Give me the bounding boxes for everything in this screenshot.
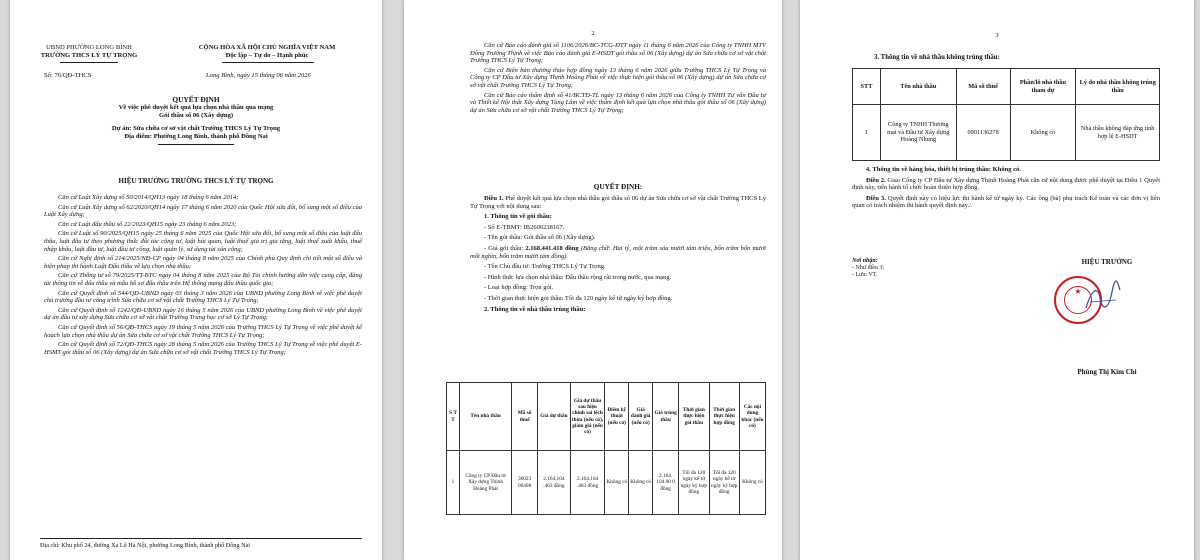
articles-block xyxy=(852,166,1160,210)
authority-line: HIỆU TRƯỞNG TRƯỜNG THCS LÝ TỰ TRỌNG xyxy=(118,177,274,185)
page-number: 3 xyxy=(995,32,999,39)
document-page-2 xyxy=(404,0,782,560)
table-header-row xyxy=(853,69,1160,105)
agency-header xyxy=(24,44,154,60)
agency-line-1: UBND PHƯỜNG LONG BÌNH xyxy=(46,44,132,51)
legal-basis: Căn cứ Luật đấu thầu số 22/2023/QH15 ngày 23 tháng 6 năm 2023; xyxy=(58,220,237,228)
decision-title: QUYẾT ĐỊNH xyxy=(172,95,220,104)
legal-basis: Căn cứ Quyết định số 544/QĐ-UBND ngày 03 tháng 3 năm 2026 của UBND phường Long Bình về việc phê duyệt chủ trương đầu tư công trình Sửa chữa cơ sở vật chất Trường THCS Lý Tự Trọng; xyxy=(44,289,362,305)
legal-basis: Căn cứ Báo cáo đánh giá số 1106/2026/BC-TCG-ĐTT ngày 11 tháng 6 năm 2026 của Công ty TNHH MTV Đông Trường Thịnh về việc Báo cáo đánh giá E-HSDT gói thầu số 06 (Xây dựng) dự án Sửa chữa cơ sở vật chất Trường THCS Lý Tự Trọng; xyxy=(470,42,766,65)
national-line-1: CỘNG HÒA XÃ HỘI CHỦ NGHĨA VIỆT NAM xyxy=(198,44,336,51)
legal-basis: Căn cứ Luật Xây dựng số 62/2020/QH14 ngày 17 tháng 6 năm 2020 của Quốc Hội sửa đổi, bổ sung một số điều của Luật Xây dựng; xyxy=(44,203,362,219)
table-cell: Không có xyxy=(1010,105,1076,161)
legal-basis: Căn cứ Nghị định số 214/2025/NĐ-CP ngày 04 tháng 8 năm 2025 của Chính phủ Quy định chi tiết một số điều và biện pháp thi hành Luật Đấu thầu về lựa chọn nhà thầu; xyxy=(44,255,362,270)
table-cell: Công ty CP Đầu tư Xây dựng Thịnh Hoàng Phát xyxy=(460,451,512,515)
table-cell: Tối đa 120 ngày kể từ ngày ký hợp đồng xyxy=(679,451,709,515)
national-underline xyxy=(222,62,314,63)
package-method: - Hình thức lựa chọn nhà thầu: Đấu thầu rộng rãi trong nước, qua mạng. xyxy=(484,273,672,281)
section-1-title: 1. Thông tin về gói thầu: xyxy=(484,213,552,221)
agency-underline xyxy=(60,62,118,63)
table-header: Điểm kỹ thuật (nếu có) xyxy=(605,383,629,451)
table-cell: 2.164.104 .463 đồng xyxy=(538,451,571,515)
footer-address: Địa chỉ: Khu phố 24, đường Xa Lộ Hà Nội, phường Long Bình, thành phố Đồng Nai xyxy=(40,542,251,549)
article-3-text: Quyết định này có hiệu lực thi hành kể từ ngày ký. Các ông (bà) phụ trách Kế toán và các đơn vị liên quan có trách nhiệm thi hành quyết định này./. xyxy=(852,194,1160,210)
package-name: - Tên gói thầu: Gói thầu số 06 (Xây dựng). xyxy=(484,234,596,242)
package-tbmt: - Số E-TBMT: IB2600238167. xyxy=(484,223,565,231)
footer-rule xyxy=(40,538,362,539)
table-cell: Nhà thầu không đáp ứng tính hợp lệ E-HSDT xyxy=(1076,105,1160,161)
article-1-label: Điều 1. xyxy=(484,195,504,202)
table-cell: Không có xyxy=(739,451,765,515)
legal-basis: Căn cứ Luật Xây dựng số 50/2014/QH13 ngày 18 tháng 6 năm 2014; xyxy=(58,194,239,201)
package-contract-type: - Loại hợp đồng: Trọn gói. xyxy=(484,284,554,292)
losing-bidder-table xyxy=(852,68,1160,161)
table-header: Phần/lô nhà thầu tham dự xyxy=(1010,69,1076,105)
table-header: S T T xyxy=(447,383,460,451)
table-cell: Tối đa 120 ngày kể từ ngày ký hợp đồng xyxy=(709,451,739,515)
place-date: Long Bình, ngày 15 tháng 06 năm 2026 xyxy=(206,72,311,79)
signer-name: Phùng Thị Kim Chi xyxy=(1077,368,1137,376)
legal-basis: Căn cứ Thông tư số 79/2025/TT-BTC ngày 04 tháng 8 năm 2025 của Bộ Tài chính hướng dẫn việc cung cấp, đăng tải thông tin về đấu thầu và mẫu hồ sơ đấu thầu trên Hệ thống mạng đấu thầu quốc gia; xyxy=(44,272,362,287)
recipient: - Như điều 3; xyxy=(852,265,885,271)
signature-block xyxy=(1032,258,1182,408)
package-investor: - Tên Chủ đầu tư: Trường THCS Lý Tự Trọng. xyxy=(484,263,606,271)
article-3 xyxy=(852,195,1160,210)
winning-bidder-table xyxy=(446,382,766,515)
article-1 xyxy=(470,195,766,210)
table-header: Giá trúng thầu xyxy=(653,383,679,451)
table-header: Thời gian thực hiện gói thầu xyxy=(679,383,709,451)
table-header: Mã số thuế xyxy=(512,383,538,451)
table-cell: 1 xyxy=(853,105,881,161)
table-header: Tên nhà thầu xyxy=(460,383,512,451)
table-cell: Không có xyxy=(605,451,629,515)
table-cell: Không có xyxy=(629,451,653,515)
document-number: Số: 76/QĐ-THCS xyxy=(44,72,92,79)
signer-title: HIỆU TRƯỞNG xyxy=(1081,258,1133,266)
table-cell: Công ty TNHH Thương mại và Đầu tư Xây dựng Hoàng Nhung xyxy=(880,105,956,161)
package-duration: - Thời gian thực hiện gói thầu: Tối đa 120 ngày kể từ ngày ký hợp đồng. xyxy=(484,294,673,302)
article-2-text: Giao Công ty CP Đầu tư Xây dựng Thịnh Hoàng Phát căn cứ nội dung được phê duyệt tại Điều 1 Quyết định này, tiến hành tổ chức hoàn thiện hợp đồng. xyxy=(852,176,1160,192)
section-3-title: 3. Thông tin về nhà thầu không trúng thầu: xyxy=(874,54,1000,61)
table-cell: 1 xyxy=(447,451,460,515)
section-2-title: 2. Thông tin về nhà thầu trúng thầu: xyxy=(484,305,586,313)
seal-star-icon: ★ xyxy=(1074,287,1082,296)
legal-basis: Căn cứ Quyết định số 1242/QĐ-UBND ngày 16 tháng 5 năm 2026 của UBND phường Long Bình về việc phê duyệt dự án đầu tư xây dựng Sửa chữa cơ sở vật chất Trường Trung học cơ sở Lý Tự Trọng; xyxy=(44,306,362,322)
national-header xyxy=(160,44,374,60)
recipients-block xyxy=(852,258,884,279)
legal-bases-list xyxy=(470,42,766,114)
article-2-label: Điều 2. xyxy=(866,176,886,184)
article-1-block xyxy=(470,195,766,313)
decision-subtitle-2: Gói thầu số 06 (Xây dựng) xyxy=(158,112,234,119)
legal-basis: Căn cứ Báo cáo thẩm định số 41/BCTĐ-TL ngày 13 tháng 6 năm 2026 của Công ty TNHH Tư vấn Đầu tư và Thiết kế Nội thất Xây dựng Tùng Lâm về việc thẩm định kết quả lựa chọn nhà thầu gói thầu số 06 (Xây dựng) dự án Sửa chữa cơ sở vật chất Trường THCS Lý Tự Trọng; xyxy=(470,91,766,114)
agency-line-2: TRƯỜNG THCS LÝ TỰ TRỌNG xyxy=(40,51,138,59)
legal-bases-list xyxy=(44,194,362,356)
table-header: STT xyxy=(853,69,881,105)
table-header: Các nội dung khác (nếu có) xyxy=(739,383,765,451)
recipient: - Lưu: VT. xyxy=(852,272,878,278)
document-page-1 xyxy=(10,0,382,560)
table-header: Mã số thuế xyxy=(956,69,1010,105)
article-3-label: Điều 3. xyxy=(866,194,886,202)
article-1-text: Phê duyệt kết quả lựa chọn nhà thầu gói thầu số 06 dự án Sửa chữa cơ sở vật chất Trường THCS Lý Tự Trọng với nội dung sau: xyxy=(470,195,767,210)
package-price-value: 2.168.441.418 đồng xyxy=(525,244,579,252)
decision-heading: QUYẾT ĐỊNH: xyxy=(593,183,643,191)
table-cell: 2.164.104 .463 đồng xyxy=(570,451,605,515)
table-header: Tên nhà thầu xyxy=(880,69,956,105)
section-4: 4. Thông tin về hàng hóa, thiết bị trúng thầu: Không có. xyxy=(866,166,1021,173)
legal-basis: Căn cứ Luật số 90/2025/QH15 ngày 25 tháng 6 năm 2025 của Quốc Hội sửa đổi, bổ sung một số điều của luật đấu thầu, luật đầu tư theo phương thức đối tác công tư, luật hải quan, luật thuế giá trị gia tăng, luật thuế xuất khẩu, thuế nhập khẩu, luật đầu tư, luật đầu tư công, luật quản lý, sử dụng tài sản công; xyxy=(44,230,362,253)
legal-basis: Căn cứ Quyết định số 56/QĐ-THCS ngày 19 tháng 5 năm 2026 của Trường THCS Lý Tự Trọng về việc phê duyệt kế hoạch lựa chọn nhà thầu dự án Sửa chữa cơ sở vật chất Trường THCS Lý Tự Trọng; xyxy=(44,323,362,339)
article-2 xyxy=(852,177,1160,192)
document-page-3 xyxy=(800,0,1194,560)
table-header: Giá dự thầu sau hiệu chỉnh sai lệch thừa (nếu có), giảm giá (nếu có) xyxy=(570,383,605,451)
table-header: Thời gian thực hiện hợp đồng xyxy=(709,383,739,451)
table-cell: 0901136278 xyxy=(956,105,1010,161)
project-line: Dự án: Sửa chữa cơ sở vật chất Trường THCS Lý Tự Trọng xyxy=(111,125,281,132)
package-price-words: (Bằng chữ: Hai tỷ, một trăm sáu mươi tám triệu, bốn trăm bốn mươi mốt nghìn, bốn trăm mười tám đồng). xyxy=(470,244,766,260)
table-row xyxy=(447,451,766,515)
package-price-label: - Giá gói thầu: xyxy=(484,244,526,252)
table-cell: 36023 00408 xyxy=(512,451,538,515)
handwritten-signature-icon xyxy=(1082,278,1122,318)
page-number: 2 xyxy=(591,30,595,37)
decision-subtitle-1: Về việc phê duyệt kết quả lựa chọn nhà thầu qua mạng xyxy=(118,104,274,111)
table-header: Giá đánh giá (nếu có) xyxy=(629,383,653,451)
table-cell: 2.164. 104.00 0 đồng xyxy=(653,451,679,515)
title-underline xyxy=(158,144,234,145)
table-header: Giá dự thầu xyxy=(538,383,571,451)
package-price xyxy=(470,245,766,260)
legal-basis: Căn cứ Quyết định số 72/QĐ-THCS ngày 28 tháng 5 năm 2026 của Trường THCS Lý Tự Trọng về việc phê duyệt E-HSMT gói thầu số 06 (Xây dựng) dự án Sửa chữa cơ sở vật chất Trường THCS Lý Tự Trọng; xyxy=(44,341,362,356)
table-header: Lý do nhà thầu không trúng thầu xyxy=(1076,69,1160,105)
recipients-title: Nơi nhận: xyxy=(852,258,878,264)
legal-basis: Căn cứ Biên bản thương thảo hợp đồng ngày 13 tháng 6 năm 2026 giữa Trường THCS Lý Tự Trọng và Công ty CP Đầu tư Xây dựng Thịnh Hoàng Phát về việc thực hiện gói thầu số 06 (Xây dựng) dự án Sửa chữa cơ sở vật chất Trường THCS Lý Tự Trọng; xyxy=(470,66,766,89)
table-row xyxy=(853,105,1160,161)
table-header-row xyxy=(447,383,766,451)
location-line: Địa điểm: Phường Long Bình, thành phố Đồng Nai xyxy=(124,133,268,140)
national-line-2: Độc lập – Tự do – Hạnh phúc xyxy=(225,51,309,59)
